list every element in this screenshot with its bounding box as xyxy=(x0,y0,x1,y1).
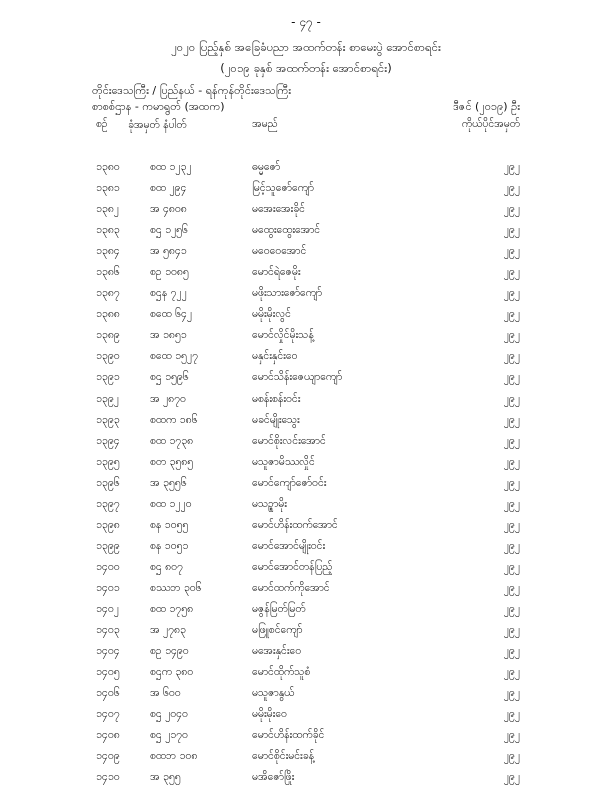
row-candidate-no: ၂၉၂ xyxy=(503,245,520,258)
row-candidate-no: ၂၉၂ xyxy=(503,771,520,784)
row-roll: စထဘ ၁၀၈ xyxy=(150,750,198,763)
row-candidate-no: ၂၉၂ xyxy=(503,497,520,510)
table-row xyxy=(0,308,612,329)
row-name: မောင်ထက်ကိုအောင် xyxy=(252,581,330,594)
row-name: မနှင်းနှင်းဝေ xyxy=(252,350,298,363)
row-no: ၁၃၉၁ xyxy=(96,371,120,384)
row-roll: စတ ၃၅၈၅ xyxy=(150,455,194,468)
row-roll: အ ၅၈၄၁ xyxy=(150,245,187,258)
row-roll: စထ ၁၇၃၈ xyxy=(150,434,194,447)
row-no: ၁၄၀၅ xyxy=(96,666,120,679)
row-roll: စဌက ၃၈၀ xyxy=(150,666,194,679)
row-roll: စဌ ၁၅၉၆ xyxy=(150,371,189,384)
table-row xyxy=(0,329,612,350)
row-no: ၁၃၉၃ xyxy=(96,413,120,426)
row-name: မောင်လှိုင်မိုးသန့် xyxy=(252,329,314,342)
row-candidate-no: ၂၉၂ xyxy=(503,350,520,363)
row-candidate-no: ၂၉၂ xyxy=(503,624,520,637)
row-no: ၁၃၈၄ xyxy=(96,245,120,258)
table-row xyxy=(0,645,612,666)
row-name: မြင့်သူဇော်ကျော် xyxy=(252,182,314,195)
row-candidate-no: ၂၉၂ xyxy=(503,413,520,426)
row-candidate-no: ၂၉၂ xyxy=(503,392,520,405)
table-row xyxy=(0,203,612,224)
table-row xyxy=(0,729,612,750)
row-no: ၁၄၀၀ xyxy=(96,560,120,573)
row-no: ၁၃၉၂ xyxy=(96,392,119,405)
row-no: ၁၃၈၃ xyxy=(96,224,120,237)
table-row xyxy=(0,350,612,371)
row-name: မသဥ္စာမိုး xyxy=(252,497,287,510)
row-candidate-no: ၂၉၂ xyxy=(503,645,520,658)
row-roll: အ ၃၅၅၆ xyxy=(150,476,187,489)
table-row xyxy=(0,456,612,477)
row-roll: စဌန ၇၂၂ xyxy=(150,287,187,300)
row-no: ၁၃၈၂ xyxy=(96,203,119,216)
row-candidate-no: ၂၉၂ xyxy=(503,203,520,216)
header-roll: ခုံအမှတ် နံပါတ် xyxy=(128,119,187,131)
row-name: မောင်ထိုက်သူစံ xyxy=(252,666,311,679)
row-candidate-no: ၂၉၂ xyxy=(503,476,520,489)
row-no: ၁၃၉၅ xyxy=(96,455,120,468)
row-name: မဝေဝေအောင် xyxy=(252,245,307,258)
row-roll: စန ၁၀၅၅ xyxy=(150,518,189,531)
row-roll: စဌ ၁၂၅၆ xyxy=(150,224,188,237)
row-roll: အ ၂၈၇၀ xyxy=(150,392,186,405)
row-name: မောင်ရဲဇေမိုး xyxy=(252,266,301,279)
row-roll: စထ ၂၉၄ xyxy=(150,182,187,195)
row-no: ၁၄၀၆ xyxy=(96,687,120,700)
table-row xyxy=(0,287,612,308)
row-no: ၁၃၉၉ xyxy=(96,539,120,552)
row-name: မောင်သိန်းဇေယျာကျော် xyxy=(252,371,343,384)
row-no: ၁၄၀၃ xyxy=(96,624,120,637)
table-row xyxy=(0,561,612,582)
row-name: မခင်မျိုးသွေး xyxy=(252,413,300,426)
table-row xyxy=(0,182,612,203)
row-name: မမိုးမိုးလွင် xyxy=(252,308,291,321)
row-name: မအေးအေးခိုင် xyxy=(252,203,305,216)
row-candidate-no: ၂၉၂ xyxy=(503,287,520,300)
table-row xyxy=(0,582,612,603)
row-name: ဓမ္မဇော် xyxy=(252,161,281,173)
row-candidate-no: ၂၉၂ xyxy=(503,329,520,342)
row-name: မောင်အောင်မျိုးဝင်း xyxy=(252,539,326,552)
row-name: မအိဇော်ဖြိုး xyxy=(252,771,295,784)
row-candidate-no: ၂၉၂ xyxy=(503,539,520,552)
row-no: ၁၄၀၁ xyxy=(96,581,120,594)
table-row xyxy=(0,687,612,708)
row-name: မစန်းစန်းဝင်း xyxy=(252,392,301,405)
row-no: ၁၄၀၇ xyxy=(96,708,120,721)
row-candidate-no: ၂၉၂ xyxy=(503,308,520,321)
row-roll: အ ၃၅၅ xyxy=(150,771,181,784)
row-no: ၁၃၉၈ xyxy=(96,518,120,531)
table-row xyxy=(0,603,612,624)
row-candidate-no: ၂၉၂ xyxy=(503,560,520,573)
row-name: မောင်ဟိန်းထက်အောင် xyxy=(252,518,338,531)
row-candidate-no: ၂၉၂ xyxy=(503,687,520,700)
row-roll: စထက ၁၈၆ xyxy=(150,413,198,426)
district-line: စာစစ်ဌာန - ကမာရွတ် (အထက) xyxy=(92,100,225,113)
row-roll: စန ၁၀၅၁ xyxy=(150,539,189,552)
row-name: မဖိုးသားဇော်ကျော် xyxy=(252,287,323,300)
table-row xyxy=(0,771,612,792)
row-no: ၁၃၉၇ xyxy=(96,497,120,510)
row-no: ၁၃၈၀ xyxy=(96,161,120,173)
row-name: မောင်ကျော်ဇော်ဝင်း xyxy=(252,476,327,489)
results-table xyxy=(0,161,612,792)
row-roll: စဥ ၁၀၈၅ xyxy=(150,266,189,279)
row-no: ၁၃၉၆ xyxy=(96,476,120,489)
row-roll: အ ၆၀၀ xyxy=(150,687,181,700)
row-name: မောင်စိုင်းမင်းခန့် xyxy=(252,750,315,763)
row-roll: စဌ ၂၁၇၀ xyxy=(150,729,188,742)
row-no: ၁၄၀၄ xyxy=(96,645,120,658)
row-roll: အ ၂၇၈၃ xyxy=(150,624,186,637)
row-name: မဇွန်မြတ်မြတ် xyxy=(252,602,306,615)
row-candidate-no: ၂၉၂ xyxy=(503,581,520,594)
row-candidate-no: ၂၉၂ xyxy=(503,602,520,615)
row-candidate-no: ၂၉၂ xyxy=(503,455,520,468)
row-no: ၁၃၉၀ xyxy=(96,350,120,363)
row-candidate-no: ၂၉၂ xyxy=(503,750,520,763)
row-name: မမိုးမိုးဝေ xyxy=(252,708,287,721)
row-roll: စထေ ၁၅၂၇ xyxy=(150,350,198,363)
row-candidate-no: ၂၉၂ xyxy=(503,729,520,742)
row-name: မသူဇာမိဿလှိုင် xyxy=(252,455,315,468)
row-candidate-no: ၂၉၂ xyxy=(503,518,520,531)
row-candidate-no: ၂၉၂ xyxy=(503,266,520,279)
table-row xyxy=(0,266,612,287)
table-row xyxy=(0,245,612,266)
row-no: ၁၄၀၂ xyxy=(96,602,119,615)
row-roll: စဌ ၈၀၇ xyxy=(150,560,183,573)
table-row xyxy=(0,477,612,498)
table-row xyxy=(0,624,612,645)
document-subtitle: (၂၀၁၉ ခုနှစ် အထက်တန်း အောင်စာရင်း) xyxy=(220,61,392,75)
row-name: မောင်စိုးလင်းအောင် xyxy=(252,434,326,447)
paper-date: ဒီဇင် (၂၀၁၉) ဦး xyxy=(453,100,520,113)
row-candidate-no: ၂၉၂ xyxy=(503,434,520,447)
header-name: အမည် xyxy=(252,118,278,130)
table-row xyxy=(0,393,612,414)
row-roll: စဥ ၁၄၉၀ xyxy=(150,645,189,658)
row-no: ၁၃၉၄ xyxy=(96,434,120,447)
table-row xyxy=(0,371,612,392)
table-row xyxy=(0,414,612,435)
row-name: မထွေးထွေးအောင် xyxy=(252,224,321,237)
row-candidate-no: ၂၉၂ xyxy=(503,182,520,195)
row-roll: စထေ ၆၄၂ xyxy=(150,308,193,321)
row-candidate-no: ၂၉၂ xyxy=(503,371,520,384)
row-no: ၁၃၈၁ xyxy=(96,182,120,195)
row-no: ၁၄၁၀ xyxy=(96,771,120,784)
table-header xyxy=(0,118,612,152)
header-no: စဉ် xyxy=(96,118,108,130)
row-roll: စထ ၁၂၃၂ xyxy=(150,161,192,173)
table-row xyxy=(0,540,612,561)
row-roll: စဿဘ ၃၀၆ xyxy=(150,581,202,594)
row-roll: စထ ၁၇၅၈ xyxy=(150,602,194,615)
row-no: ၁၄၀၉ xyxy=(96,750,120,763)
row-roll: စထ ၁၂၂၀ xyxy=(150,497,192,510)
row-no: ၁၃၈၆ xyxy=(96,266,120,279)
table-row xyxy=(0,519,612,540)
row-name: မောင်အောင်တန်ပြည့် xyxy=(252,560,333,573)
row-candidate-no: ၂၉၂ xyxy=(503,708,520,721)
row-no: ၁၃၈၇ xyxy=(96,287,120,300)
table-row xyxy=(0,498,612,519)
row-name: မအေးနှင်းဝေ xyxy=(252,645,302,658)
page-number: - ၄၇ - xyxy=(291,15,321,29)
row-roll: အ ၁၈၅၁ xyxy=(150,329,187,342)
row-candidate-no: ၂၉၂ xyxy=(503,666,520,679)
row-name: မောင်ဟိန်းထက်ခိုင် xyxy=(252,729,325,742)
table-row xyxy=(0,666,612,687)
row-name: မဖြူစင်ကျော် xyxy=(252,624,303,637)
row-roll: အ ၄၈၀၈ xyxy=(150,203,187,216)
row-no: ၁၄၀၈ xyxy=(96,729,120,742)
document-title: ၂၀၂၀ ပြည့်နှစ် အခြေခံပညာ အထက်တန်း စာမေးပွဲ အောင်စာရင်း xyxy=(171,40,441,54)
row-candidate-no: ၂၉၂ xyxy=(503,161,520,173)
row-no: ၁၃၈၈ xyxy=(96,308,120,321)
row-name: မသူဇာနွယ် xyxy=(252,687,295,700)
header-candidate-no: ကိုယ်ပိုင်အမှတ် xyxy=(461,118,520,130)
table-row xyxy=(0,224,612,245)
region-line: တိုင်းဒေသကြီး / ပြည်နယ် - ရန်ကုန်တိုင်းဒေသကြီး xyxy=(92,84,292,97)
row-no: ၁၃၈၉ xyxy=(96,329,120,342)
table-row xyxy=(0,161,612,182)
row-roll: စဌ ၂၀၄၀ xyxy=(150,708,188,721)
row-candidate-no: ၂၉၂ xyxy=(503,224,520,237)
table-row xyxy=(0,750,612,771)
table-row xyxy=(0,435,612,456)
table-row xyxy=(0,708,612,729)
